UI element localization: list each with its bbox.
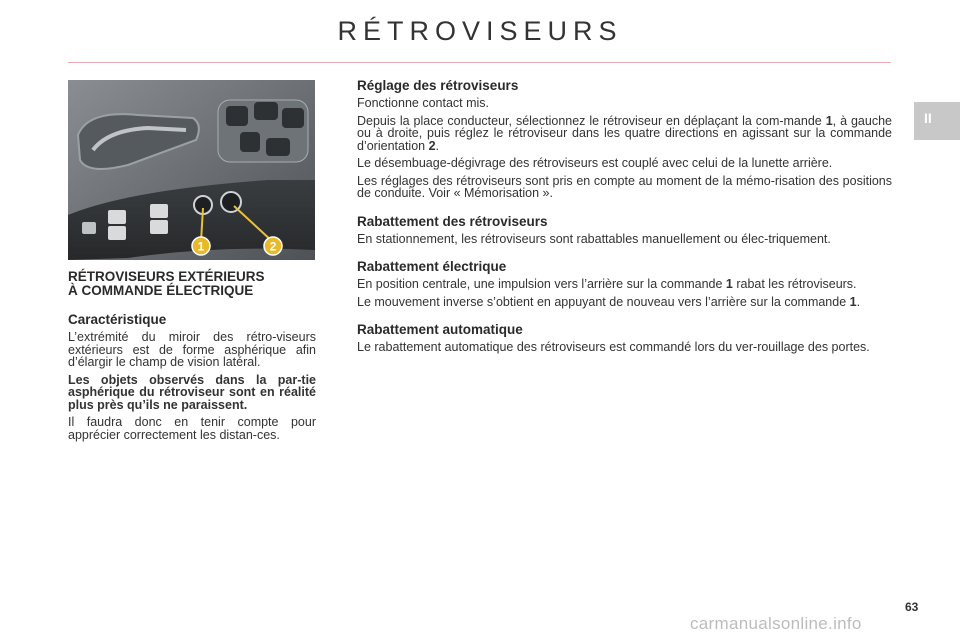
watermark: carmanualsonline.info [690, 614, 862, 633]
section-rabattement [357, 214, 892, 246]
ref-1: 1 [849, 294, 857, 309]
paragraph-impulsion [357, 278, 892, 291]
paragraph-memorisation: Les réglages des rétroviseurs sont pris en compte au moment de la mémo-risation des positions de conduite. Voir « Mémorisation ». [357, 173, 892, 200]
paragraph-aspherique: L’extrémité du miroir des rétro-viseurs extérieurs est de forme asphérique afin d’élargir le champ de vision latéral. [68, 330, 316, 369]
paragraph-desembuage: Le désembuage-dégivrage des rétroviseurs est couplé avec celui de la lunette arrière. [357, 156, 833, 170]
section-automatique [357, 322, 892, 354]
warning-paragraph: Les objets observés dans la par-tie asphérique du rétroviseur sont en réalité plus près qu’ils ne paraissent. [68, 372, 316, 412]
subheading-caracteristique: Caractéristique [68, 312, 167, 327]
heading-reglage: Réglage des rétroviseurs [357, 78, 519, 93]
text-span: En position centrale, une impulsion vers l’arrière sur la commande [357, 277, 726, 291]
text-span: Le mouvement inverse s’obtient en appuyant de nouveau vers l’arrière sur la commande [357, 294, 850, 309]
page-title: RÉTROVISEURS [337, 16, 623, 46]
text-span: . [856, 294, 861, 309]
paragraph-contact: Fonctionne contact mis. [357, 96, 490, 110]
section-heading [68, 270, 316, 298]
paragraph-selection [357, 115, 892, 153]
ref-1: 1 [825, 113, 833, 128]
page-number: 63 [905, 600, 919, 614]
right-column [357, 78, 892, 368]
heading-electrique: Rabattement électrique [357, 259, 507, 274]
text-span: Depuis la place conducteur, sélectionnez le rétroviseur en déplaçant la com-mande [357, 113, 826, 128]
section-heading-line1: RÉTROVISEURS EXTÉRIEURS [68, 269, 265, 284]
paragraph-inverse [357, 296, 892, 309]
text-span: rabat les rétroviseurs. [732, 277, 857, 291]
text-span: , à gauche ou à droite, puis réglez le rétroviseur dans les quatre directions en agissant sur la commande d’orientation [357, 113, 892, 153]
door-panel-illustration [68, 80, 315, 260]
left-column [68, 270, 316, 446]
section-reglage [357, 78, 892, 200]
paragraph-verrouillage: Le rabattement automatique des rétroviseurs est commandé lors du ver-rouillage des portes. [357, 340, 870, 354]
chapter-tab: II [914, 102, 960, 140]
door-panel-photo [68, 80, 315, 260]
section-electrique [357, 259, 892, 308]
text-span: . [435, 138, 440, 153]
callout-2-label: 2 [269, 239, 277, 254]
ref-1: 1 [725, 277, 733, 291]
title-divider [68, 62, 891, 63]
ref-2: 2 [428, 138, 436, 153]
paragraph-stationnement: En stationnement, les rétroviseurs sont rabattables manuellement ou élec-triquement. [357, 231, 831, 246]
section-heading-line2: À COMMANDE ÉLECTRIQUE [68, 283, 254, 298]
heading-automatique: Rabattement automatique [357, 322, 523, 337]
callout-1-label: 1 [197, 239, 205, 254]
paragraph-distances: Il faudra donc en tenir compte pour apprécier correctement les distan-ces. [68, 415, 316, 442]
heading-rabattement: Rabattement des rétroviseurs [357, 213, 548, 229]
